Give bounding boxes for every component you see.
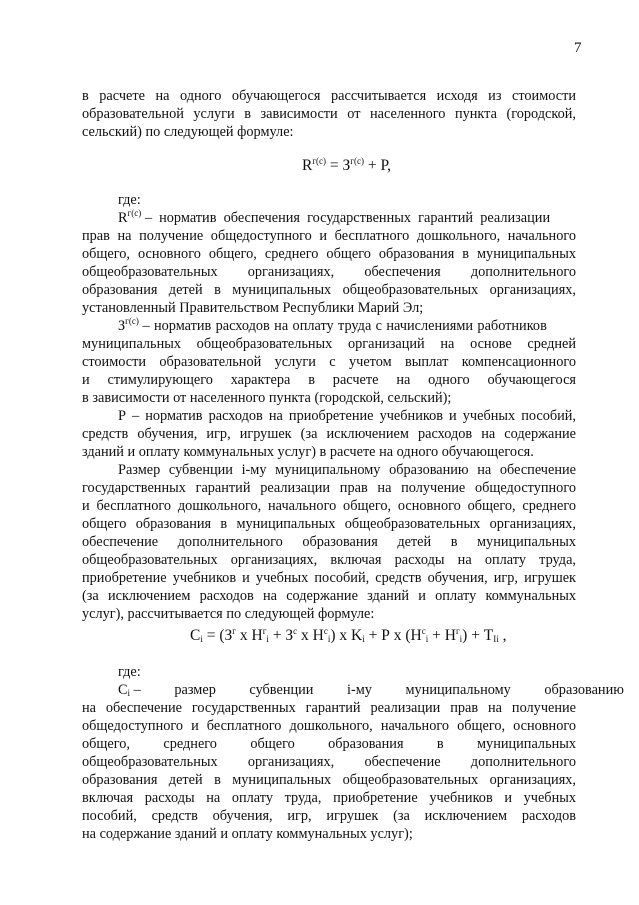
text-line: образования детей в муниципальных общеобразовательных организациях, [82,772,576,788]
text-line: образовательной услуги в зависимости от населенного пункта (городской, [82,106,576,122]
text-line: Размер субвенции i-му муниципальному образованию на обеспечение [118,462,576,478]
symbol: $R^{г(с)}$ [118,208,142,226]
text-line: где: [118,664,141,680]
text-line: услуг), рассчитывается по следующей формуле: [82,606,375,622]
definition-line: $C_i$ – размер субвенции i-му муниципальному образованию [118,682,624,698]
text-line: общеобразовательных организациях, обеспечения дополнительного [82,264,576,280]
text-line: общеобразовательных организациях, обеспечение дополнительного [82,754,576,770]
formula-subvention: $C_i = (З^г$ х $Н^г_i + З^с$ х $Н^с_i$) х $K_i + Р$ х $(Н^с_i + Н^г_i) + Т_{Ii}$ , [190,626,507,644]
text-line: в зависимости от населенного пункта (городской, сельский); [82,390,452,406]
text-line: зданий и оплату коммунальных услуг) в расчете на одного обучающегося. [82,444,534,460]
text-line: общего, основного общего, среднего общего образования в муниципальных [82,246,576,262]
symbol: $З^{г(с)}$ [118,316,139,334]
text-line: установленный Правительством Республики Марий Эл; [82,300,424,316]
text-line: общеобразовательных организациях, включая расходы на оплату труда, [82,552,576,568]
text-line: в расчете на одного обучающегося рассчитывается исходя из стоимости [82,88,576,104]
text-line: где: [118,192,141,208]
text-line: на обеспечение государственных гарантий реализации прав на получение [82,700,576,716]
text-line: и бесплатного дошкольного, начального общего, основного общего, среднего [82,498,576,514]
page-number: 7 [574,40,582,56]
symbol: $C_i$ [118,682,131,698]
text-line: общедоступного и бесплатного дошкольного, начального общего, основного [82,718,576,734]
text-line: Р – норматив расходов на приобретение учебников и учебных пособий, [118,408,576,424]
text-line: стоимости образовательной услуги с учетом выплат компенсационного [82,354,576,370]
text-line: прав на получение общедоступного и бесплатного дошкольного, начального [82,228,576,244]
text-line: государственных гарантий реализации прав на получение общедоступного [82,480,576,496]
text-line: обеспечение дополнительного образования детей в муниципальных [82,534,576,550]
text-line: общего образования в муниципальных общеобразовательных организациях, [82,516,576,532]
definition-line: $R^{г(с)}$ – норматив обеспечения государственных гарантий реализации [118,208,551,226]
text-line: включая расходы на оплату труда, приобретение учебников и учебных [82,790,576,806]
text-line: муниципальных общеобразовательных организаций на основе средней [82,336,576,352]
formula-norm: $R^{г(с)} = З^{г(с)} + Р$, [302,156,392,174]
text-line: сельский) по следующей формуле: [82,124,294,140]
text-line: пособий, средств обучения, игр, игрушек (за исключением расходов [82,808,576,824]
text-line: общего, среднего общего образования в муниципальных [82,736,576,752]
text-line: на содержание зданий и оплату коммунальных услуг); [82,826,413,842]
text-line: и стимулирующего характера в расчете на одного обучающегося [82,372,576,388]
definition-line: $З^{г(с)}$ – норматив расходов на оплату труда с начислениями работников [118,316,547,334]
text-line: (за исключением расходов на содержание зданий и оплату коммунальных [82,588,576,604]
text-line: средств обучения, игр, игрушек (за исключением расходов на содержание [82,426,576,442]
text-line: приобретение учебников и учебных пособий, средств обучения, игр, игрушек [82,570,576,586]
text-line: образования детей в муниципальных общеобразовательных организациях, [82,282,576,298]
